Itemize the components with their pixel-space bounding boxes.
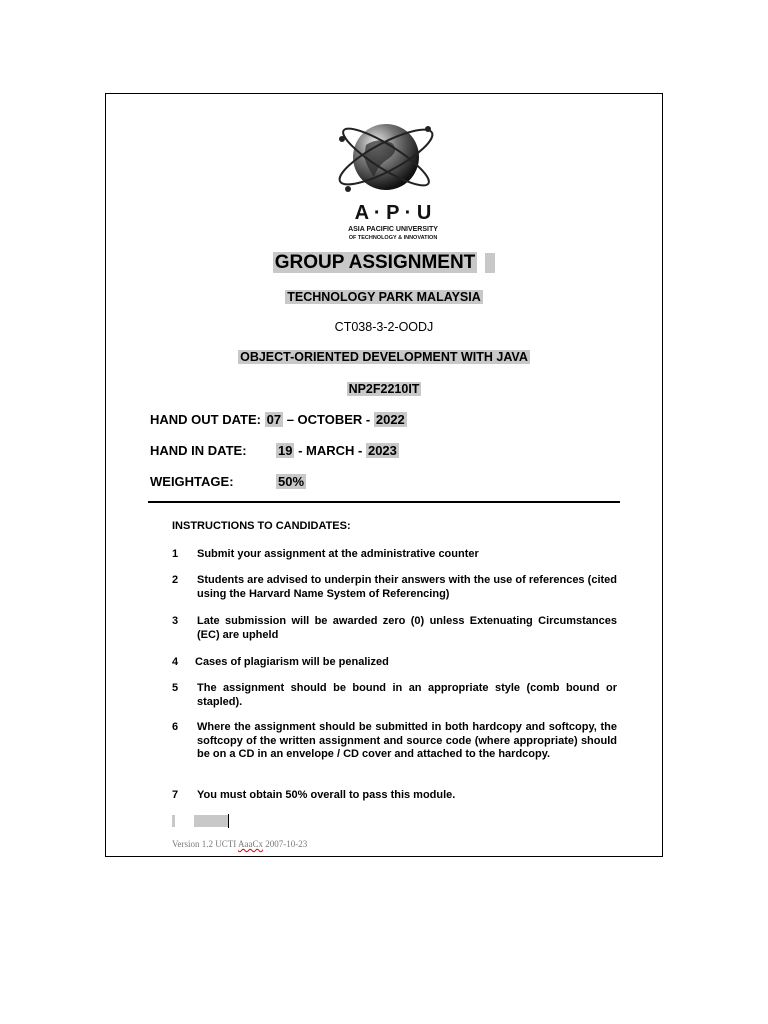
divider — [148, 501, 620, 503]
intake-code: NP2F2210IT — [348, 382, 420, 396]
highlight-marker — [172, 815, 175, 827]
hand-in-date: HAND IN DATE: 19 - MARCH - 2023 — [150, 443, 397, 458]
logo-letters: A · P · U — [354, 202, 432, 224]
instruction-item: 4 Cases of plagiarism will be penalized — [172, 656, 389, 668]
document-title: GROUP ASSIGNMENT — [105, 252, 663, 274]
weightage: WEIGHTAGE: 50% — [150, 474, 305, 489]
apu-logo — [318, 107, 468, 242]
instruction-item: 1 Submit your assignment at the administrative counter — [172, 548, 479, 560]
module-name: OBJECT-ORIENTED DEVELOPMENT WITH JAVA — [240, 350, 528, 364]
instruction-item: 5 The assignment should be bound in an appropriate style (comb bound or stapled). — [172, 682, 617, 708]
logo-line-2: OF TECHNOLOGY & INNOVATION — [348, 235, 438, 241]
instruction-item: 7 You must obtain 50% overall to pass this module. — [172, 789, 456, 801]
hand-out-date: HAND OUT DATE: 07 – OCTOBER - 2022 — [150, 412, 405, 427]
instruction-item: 3 Late submission will be awarded zero (0) unless Extenuating Circumstances (EC) are upheld — [172, 615, 617, 641]
text-cursor — [228, 814, 229, 828]
version-footer: Version 1.2 UCTI AaaCx 2007-10-23 — [172, 839, 308, 849]
logo-line-1: ASIA PACIFIC UNIVERSITY — [348, 226, 438, 233]
campus-name: TECHNOLOGY PARK MALAYSIA — [287, 290, 481, 304]
instructions-title: INSTRUCTIONS TO CANDIDATES: — [172, 520, 351, 532]
instruction-item: 6 Where the assignment should be submitted in both hardcopy and softcopy, the softcopy of the written assignment and source code (where appropriate) should be on a CD in an envelope / CD cover and attached to the hardcopy. — [172, 721, 617, 760]
module-code: CT038-3-2-OODJ — [334, 320, 434, 334]
instruction-item: 2 Students are advised to underpin their answers with the use of references (cited using the Harvard Name System of Referencing) — [172, 574, 617, 600]
highlight-marker — [194, 815, 228, 827]
